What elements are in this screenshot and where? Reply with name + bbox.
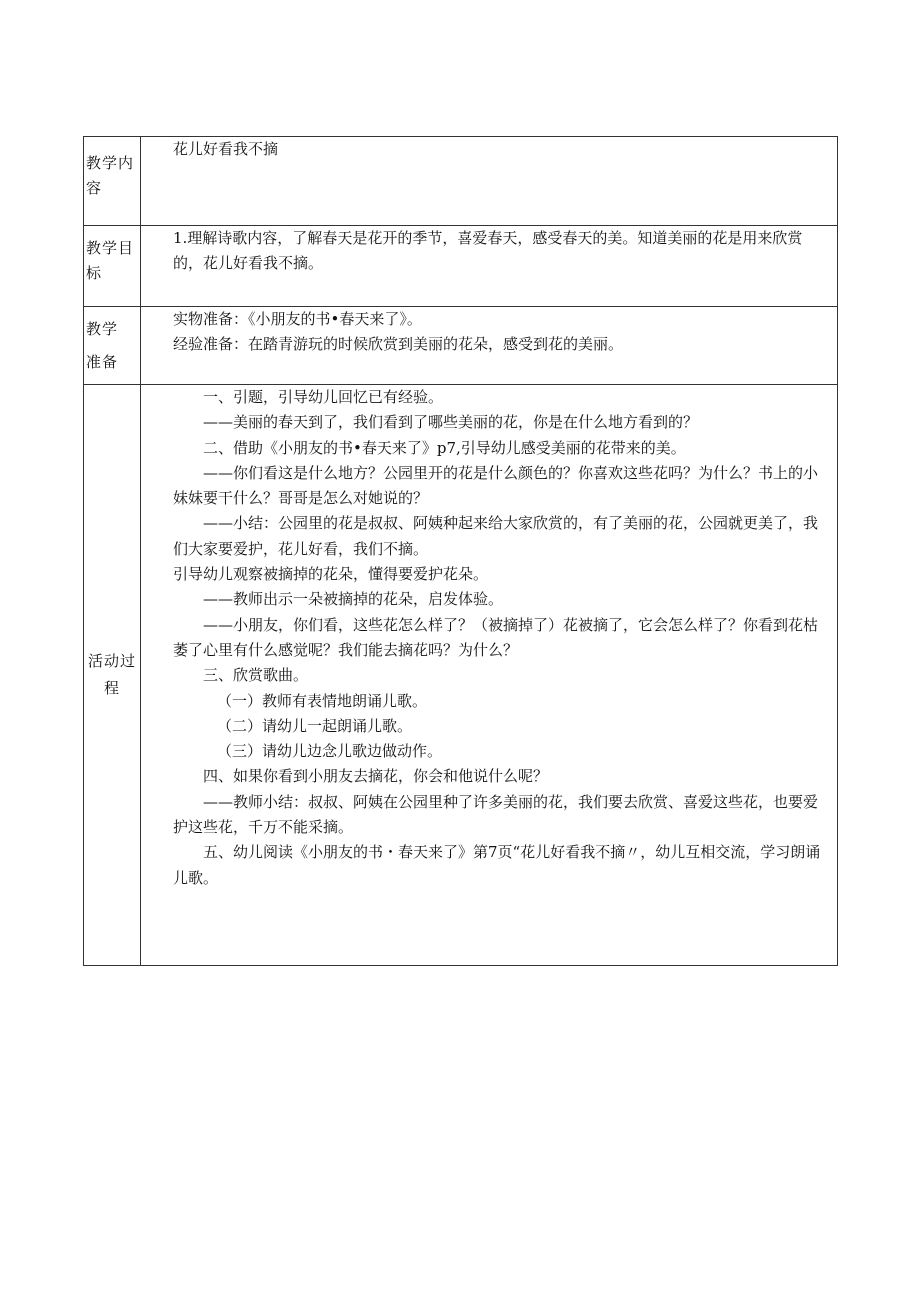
lesson-plan-table xyxy=(83,136,838,966)
teaching-goal-text: 1.理解诗歌内容，了解春天是花开的季节，喜爱春天，感受春天的美。知道美丽的花是用来欣赏的，花儿好看我不摘。 xyxy=(173,229,803,272)
process-line: ——你们看这是什么地方？公园里开的花是什么颜色的？你喜欢这些花吗？为什么？书上的小妹妹要干什么？哥哥是怎么对她说的？ xyxy=(173,463,819,508)
process-line: （三）请幼儿边念儿歌边做动作。 xyxy=(217,742,443,761)
row-teaching-content xyxy=(84,137,838,226)
process-line: 四、如果你看到小朋友去摘花，你会和他说什么呢？ xyxy=(203,767,549,786)
process-line: ——教师小结：叔叔、阿姨在公园里种了许多美丽的花，我们要去欣赏、喜爱这些花，也要爱护这些花，千万不能采摘。 xyxy=(173,792,819,837)
label-teaching-content: 教学内容 xyxy=(84,137,141,226)
process-line: （二）请幼儿一起朗诵儿歌。 xyxy=(217,716,413,735)
process-line: 二、借助《小朋友的书•春天来了》p7,引导幼儿感受美丽的花带来的美。 xyxy=(203,438,686,457)
process-line: 三、欣赏歌曲。 xyxy=(203,666,309,685)
process-line: 引导幼儿观察被摘掉的花朵，懂得要爱护花朵。 xyxy=(173,565,489,584)
process-line: ——小朋友，你们看，这些花怎么样了？（被摘掉了）花被摘了，它会怎么样了？你看到花枯萎了心里有什么感觉呢？我们能去摘花吗？为什么？ xyxy=(173,615,819,659)
teaching-content-text: 花儿好看我不摘 xyxy=(173,140,279,158)
teaching-preparation-cell xyxy=(141,307,838,385)
label-teaching-goal: 教学目标 xyxy=(84,226,141,307)
experience-preparation-text: 经验准备：在踏青游玩的时候欣赏到美丽的花朵，感受到花的美丽。 xyxy=(173,335,624,353)
row-teaching-goal xyxy=(84,226,838,307)
process-line: ——教师出示一朵被摘掉的花朵，启发体验。 xyxy=(203,590,504,609)
teaching-content-cell xyxy=(141,137,838,226)
row-teaching-preparation xyxy=(84,307,838,385)
row-activity-process xyxy=(84,385,838,966)
label-teaching-preparation: 教学准备 xyxy=(84,307,141,385)
label-activity-process: 活动过程 xyxy=(84,385,141,966)
process-line: ——美丽的春天到了，我们看到了哪些美丽的花，你是在什么地方看到的？ xyxy=(203,413,699,432)
teaching-goal-cell xyxy=(141,226,838,307)
material-preparation-text: 实物准备：《小朋友的书•春天来了》。 xyxy=(173,310,422,328)
activity-process-cell xyxy=(141,385,838,966)
process-line: ——小结：公园里的花是叔叔、阿姨种起来给大家欣赏的，有了美丽的花，公园就更美了，我们大家要爱护，花儿好看，我们不摘。 xyxy=(173,514,819,558)
process-line: 一、引题，引导幼儿回忆已有经验。 xyxy=(203,388,444,406)
process-line: （一）教师有表情地朗诵儿歌。 xyxy=(217,691,428,710)
process-line: 五、幼儿阅读《小朋友的书・春天来了》第7页“花儿好看我不摘〃，幼儿互相交流，学习朗诵儿歌。 xyxy=(173,843,821,887)
